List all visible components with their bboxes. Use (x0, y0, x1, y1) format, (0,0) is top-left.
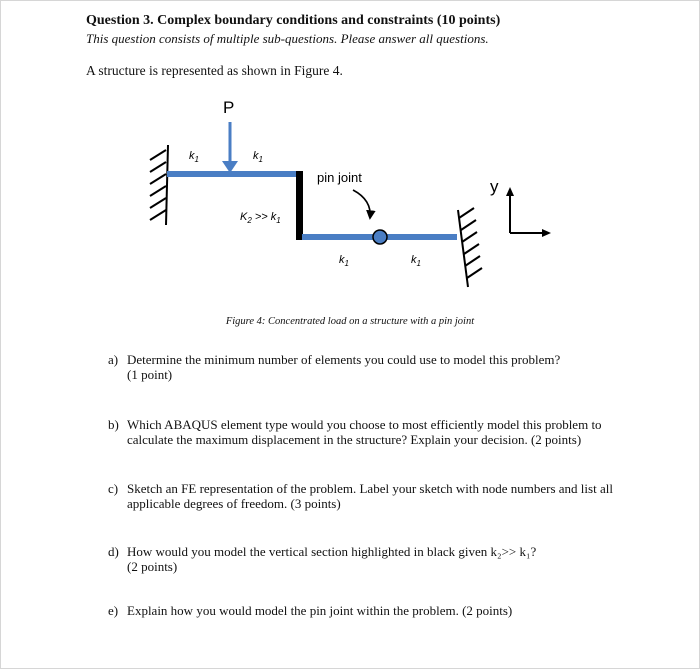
k1-label-lower-right: $k_1$ (411, 254, 421, 268)
question-d-text: How would you model the vertical section highlighted in black given k₂>> k₁? (127, 544, 537, 559)
question-e-label: e) (108, 603, 119, 618)
question-a-text: Determine the minimum number of elements you could use to model this problem? (127, 352, 561, 367)
pin-pointer-arrow (353, 190, 370, 218)
y-axis-label: y (490, 177, 499, 196)
pin-joint-label: pin joint (317, 170, 362, 185)
k2-label: $K_2 >> k_1$ (240, 211, 281, 225)
question-b-label: b) (108, 417, 119, 432)
upper-beam (167, 171, 297, 177)
left-wall-support (150, 145, 168, 225)
question-a-label: a) (108, 352, 119, 367)
question-title: Question 3. Complex boundary conditions and constraints (10 points) (86, 13, 501, 28)
question-e-text: Explain how you would model the pin joint within the problem. (2 points) (127, 603, 513, 618)
coordinate-axes (506, 187, 551, 237)
question-d-label: d) (108, 544, 119, 559)
question-b-text: Which ABAQUS element type would you choose to most efficiently model this problem to calculate the maximum displacement in the structure? Explain your decision. (2 points) (127, 417, 602, 447)
right-wall-support (458, 208, 482, 287)
pin-joint (373, 230, 387, 244)
load-label: P (223, 98, 235, 117)
question-a-points: (1 point) (127, 367, 173, 382)
question-subtitle: This question consists of multiple sub-questions. Please answer all questions. (86, 31, 489, 46)
k1-label-lower-left: $k_1$ (339, 254, 349, 268)
vertical-section (296, 171, 303, 240)
intro-text: A structure is represented as shown in Figure 4. (86, 63, 343, 78)
figure-caption: Figure 4: Concentrated load on a structure with a pin joint (225, 316, 475, 327)
k1-label-left: $k_1$ (189, 150, 199, 164)
k1-label-right: $k_1$ (253, 150, 263, 164)
question-c-text: Sketch an FE representation of the problem. Label your sketch with node numbers and list all applicable degrees of freedom. (3 points) (127, 481, 613, 511)
question-c-label: c) (108, 481, 119, 496)
question-d-points: (2 points) (127, 559, 178, 574)
